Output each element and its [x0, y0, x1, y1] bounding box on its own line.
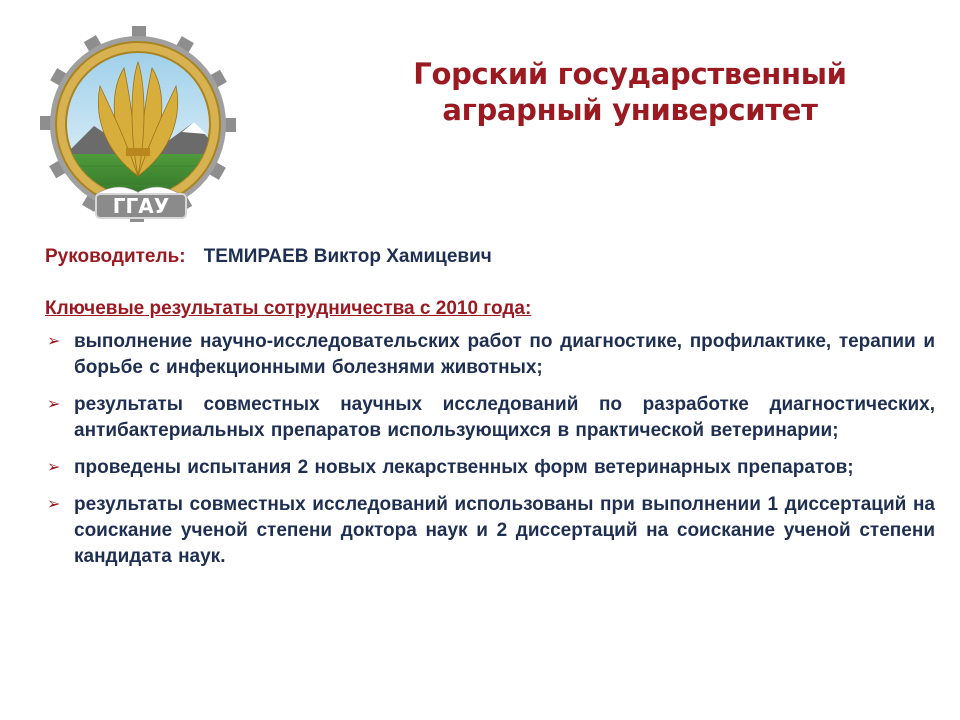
list-item-text: выполнение научно-исследовательских работ по диагностике, профилактике, терапии и борьбе с инфекционными болезнями животных;: [74, 331, 935, 378]
list-item: [45, 392, 935, 444]
title-line-1: Горский государственный: [413, 57, 847, 91]
logo-abbreviation: ГГАУ: [112, 194, 170, 218]
title-line-2: аграрный университет: [442, 93, 818, 127]
list-item: [45, 492, 935, 570]
leader-line: [45, 246, 492, 268]
arrow-bullet-icon: ➢: [47, 331, 61, 350]
arrow-bullet-icon: ➢: [47, 494, 61, 513]
page-title: [350, 56, 910, 128]
results-heading: Ключевые результаты сотрудничества с 2010 года:: [45, 298, 532, 319]
leader-label: Руководитель:: [45, 246, 186, 267]
arrow-bullet-icon: ➢: [47, 457, 61, 476]
university-emblem-logo: [34, 26, 248, 222]
list-item: [45, 455, 935, 481]
leader-name: ТЕМИРАЕВ Виктор Хамицевич: [203, 246, 492, 267]
list-item-text: результаты совместных исследований использованы при выполнении 1 диссертаций на соискание ученой степени доктора наук и 2 диссертаций на соискание ученой степени кандидата наук.: [74, 494, 935, 567]
list-item-text: проведены испытания 2 новых лекарственных форм ветеринарных препаратов;: [74, 457, 854, 478]
results-list: [45, 329, 935, 581]
list-item: [45, 329, 935, 381]
list-item-text: результаты совместных научных исследований по разработке диагностических, антибактериальных препаратов использующихся в практической ветеринарии;: [74, 394, 935, 441]
arrow-bullet-icon: ➢: [47, 394, 61, 413]
